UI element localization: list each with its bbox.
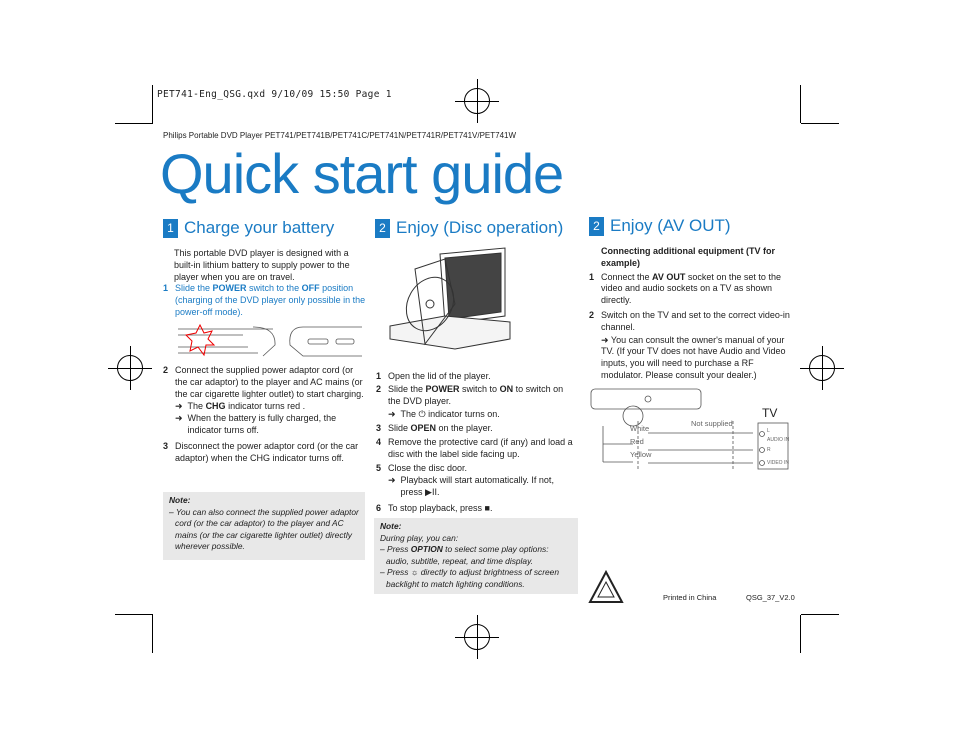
crop-mark <box>115 614 153 615</box>
registration-mark <box>117 355 143 381</box>
step-3: 3 Slide OPEN on the player. <box>376 423 493 434</box>
section-title: Enjoy (AV OUT) <box>610 216 731 235</box>
crop-mark <box>801 123 839 124</box>
power-switch-illustration <box>178 323 362 359</box>
crop-mark <box>115 123 153 124</box>
av-connection-diagram <box>588 386 793 470</box>
step-2: 2 Switch on the TV and set to the correct video-in channel. <box>589 309 790 332</box>
crop-mark <box>800 615 801 653</box>
section-charge-heading <box>163 218 334 238</box>
section-number: 2 <box>589 217 604 236</box>
result-line: ➜ You can consult the owner's manual of your TV. (If your TV does not have Audio and Video inputs, you will need to purchase a RF modulator. Please consult your dealer.) <box>601 334 786 380</box>
result-line: ➜ When the battery is fully charged, the indicator turns off. <box>175 413 337 435</box>
step-6: 6 To stop playback, press ■. <box>376 502 493 513</box>
section-number: 2 <box>375 219 390 238</box>
step-2: 2 Slide the POWER switch to ON to switch on the DVD player. <box>376 383 564 406</box>
section-avout-heading <box>589 216 731 236</box>
crop-mark <box>152 85 153 123</box>
file-slug: PET741-Eng_QSG.qxd 9/10/09 15:50 Page 1 <box>157 89 392 100</box>
section-charge-note <box>163 492 365 560</box>
page-title: Quick start guide <box>160 142 564 205</box>
yellow-cable-label: Yellow <box>630 450 652 459</box>
audio-r-label: R <box>767 447 771 453</box>
note-item: – Press ☼ directly to adjust brightness of screen backlight to match lighting conditions. <box>380 567 559 589</box>
step-4: 4 Remove the protective card (if any) and load a disc with the label side facing up. <box>376 436 573 459</box>
section-number: 1 <box>163 219 178 238</box>
dvd-player-illustration <box>385 244 515 356</box>
registration-mark <box>464 88 490 114</box>
tv-label: TV <box>762 406 778 420</box>
section-avout-body <box>589 246 791 382</box>
crop-mark <box>801 614 839 615</box>
section-title: Charge your battery <box>184 218 335 237</box>
step-1: 1 Slide the POWER switch to the OFF position (charging of the DVD player only possible in the power-off mode). <box>163 283 366 317</box>
section-disc-note <box>374 518 578 594</box>
white-cable-label: White <box>630 424 650 433</box>
step-2: 2 Connect the supplied power adaptor cord (or the car adaptor) to the player and AC mains (or the car cigarette lighter outlet) to start charging. <box>163 365 364 399</box>
crop-mark <box>800 85 801 123</box>
section-charge-body <box>163 248 368 320</box>
step-1: 1 Connect the AV OUT socket on the set to the video and audio sockets on a TV as shown directly. <box>589 271 781 306</box>
result-line: ➜ The CHG indicator turns red . <box>175 401 306 412</box>
registration-mark <box>809 355 835 381</box>
document-code: QSG_37_V2.0 <box>746 593 795 602</box>
result-line: ➜ Playback will start automatically. If not, press ▶II. <box>388 475 554 498</box>
note-text: – You can also connect the supplied power adaptor cord (or the car adaptor) to the player and AC mains (or the car cigarette lighter outlet) directly wherever possible. <box>169 506 359 552</box>
subheading: Connecting additional equipment (TV for example) <box>601 246 775 268</box>
crop-mark <box>152 615 153 653</box>
not-supplied-label: Not supplied <box>691 419 733 428</box>
product-line: Philips Portable DVD Player PET741/PET741B/PET741C/PET741N/PET741R/PET741V/PET741W <box>163 131 517 140</box>
section-disc-steps <box>376 371 576 516</box>
section-disc-heading <box>375 218 563 238</box>
note-title: Note: <box>169 495 191 505</box>
section-charge-steps <box>163 365 368 465</box>
audio-in-label: AUDIO IN <box>767 437 790 443</box>
audio-l-label: L <box>767 428 770 434</box>
step-5: 5 Close the disc door. <box>376 462 468 473</box>
red-cable-label: Red <box>630 437 644 446</box>
video-in-label: VIDEO IN <box>767 460 789 466</box>
intro-text: This portable DVD player is designed with a built-in lithium battery to supply power to the player when you are on travel. <box>174 248 350 282</box>
result-line: ➜ The ⏻ indicator turns on. <box>388 409 500 420</box>
registration-mark <box>464 624 490 650</box>
note-title: Note: <box>380 521 402 531</box>
step-3: 3 Disconnect the power adaptor cord (or the car adaptor) when the CHG indicator turns off. <box>163 440 359 463</box>
note-item: – Press OPTION to select some play options: audio, subtitle, repeat, and time display. <box>380 544 549 566</box>
printed-in: Printed in China <box>663 593 717 602</box>
step-1: 1 Open the lid of the player. <box>376 371 491 381</box>
section-title: Enjoy (Disc operation) <box>396 218 564 237</box>
note-intro: During play, you can: <box>380 532 459 543</box>
recycle-icon <box>588 570 624 606</box>
